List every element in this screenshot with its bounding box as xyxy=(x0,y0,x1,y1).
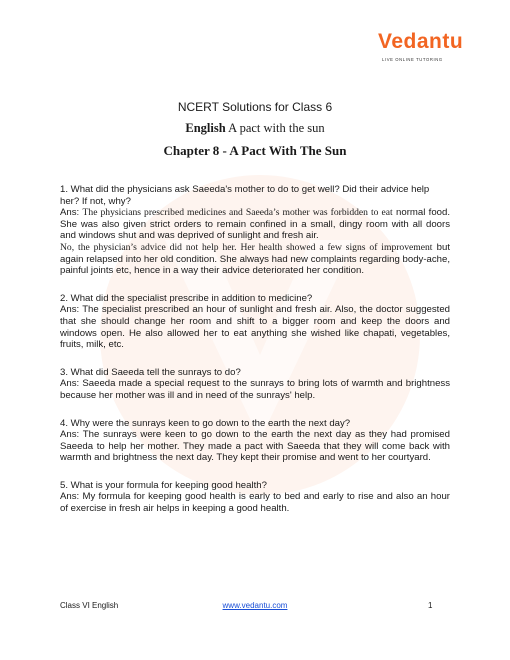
question: 4. Why were the sunrays keen to go down to the earth the next day? xyxy=(60,417,351,429)
question: 2. What did the specialist prescribe in addition to medicine? xyxy=(60,292,313,304)
answer-text: My formula for keeping good health is early to bed and early to rise and also an hour of exercise in fresh air helps in keeping a good health. xyxy=(60,491,450,515)
answer-label: Ans: xyxy=(60,491,80,503)
question: 5. What is your formula for keeping good health? xyxy=(60,479,267,491)
subject-line xyxy=(0,121,510,136)
answer-text: but again relapsed into her old condition. She always had new complaints regarding body-ache, painful joints etc, hence in a way their advice deteriorated her condition. xyxy=(60,241,450,277)
answer xyxy=(60,378,450,401)
qa-item-2 xyxy=(60,293,450,351)
qa-item-3 xyxy=(60,367,450,402)
qa-list xyxy=(60,184,450,531)
qa-item-4 xyxy=(60,418,450,464)
answer-text-serif: The physicians prescribed medicines and Saeeda’s mother was forbidden to eat xyxy=(82,207,393,219)
qa-item-1 xyxy=(60,184,450,277)
answer-label: Ans: xyxy=(60,207,80,219)
answer-text-serif: No, the physician’s advice did not help her. Her health showed a few signs of improvement xyxy=(60,241,433,253)
logo-wordmark: Vedantu xyxy=(378,30,464,53)
footer-website-link[interactable] xyxy=(0,601,510,610)
footer-class-label: Class VI English xyxy=(60,601,119,610)
footer-link-text[interactable]: www.vedantu.com xyxy=(222,601,288,610)
answer-label: Ans: xyxy=(60,378,80,390)
answer-text: The specialist prescribed an hour of sunlight and fresh air. Also, the doctor suggested that she should change her room and shift to a bigger room and keep the doors and windows open. He also allowed her to eat anything she wished like chapati, vegetables, fruits, milk, etc. xyxy=(60,304,451,351)
answer-label: Ans: xyxy=(60,429,80,441)
page-number: 1 xyxy=(428,601,433,610)
answer xyxy=(60,304,450,350)
answer-text: Saeeda made a special request to the sunrays to bring lots of warmth and brightness because her mother was ill and in need of the sunrays' help. xyxy=(60,378,450,401)
vedantu-logo xyxy=(378,30,464,70)
answer-continued xyxy=(60,242,450,277)
subject: English xyxy=(185,121,226,135)
chapter-title: Chapter 8 - A Pact With The Sun xyxy=(163,143,347,158)
page-heading: NCERT Solutions for Class 6 xyxy=(177,100,333,114)
answer xyxy=(60,491,450,514)
logo-tagline: LIVE ONLINE TUTORING xyxy=(382,57,443,62)
question: 3. What did Saeeda tell the sunrays to do? xyxy=(60,366,241,378)
qa-item-5 xyxy=(60,480,450,515)
answer-label: Ans: xyxy=(60,304,80,316)
answer-text: normal food. She was also given strict orders to remain confined in a small, dingy room with all doors and windows shut and was deprived of sunlight and fresh air. xyxy=(60,207,451,242)
topic: A pact with the sun xyxy=(228,121,325,135)
question: 1. What did the physicians ask Saeeda's mother to do to get well? Did their advice help her? If not, why? xyxy=(60,184,430,207)
answer xyxy=(60,429,450,464)
answer xyxy=(60,207,450,242)
answer-text: The sunrays were keen to go down to the earth the next day as they had promised Saeeda to help her mother. They made a pact with Saeeda that they will come back with warmth and brightness the next day. They kept their promise and went to her courtyard. xyxy=(60,429,450,464)
